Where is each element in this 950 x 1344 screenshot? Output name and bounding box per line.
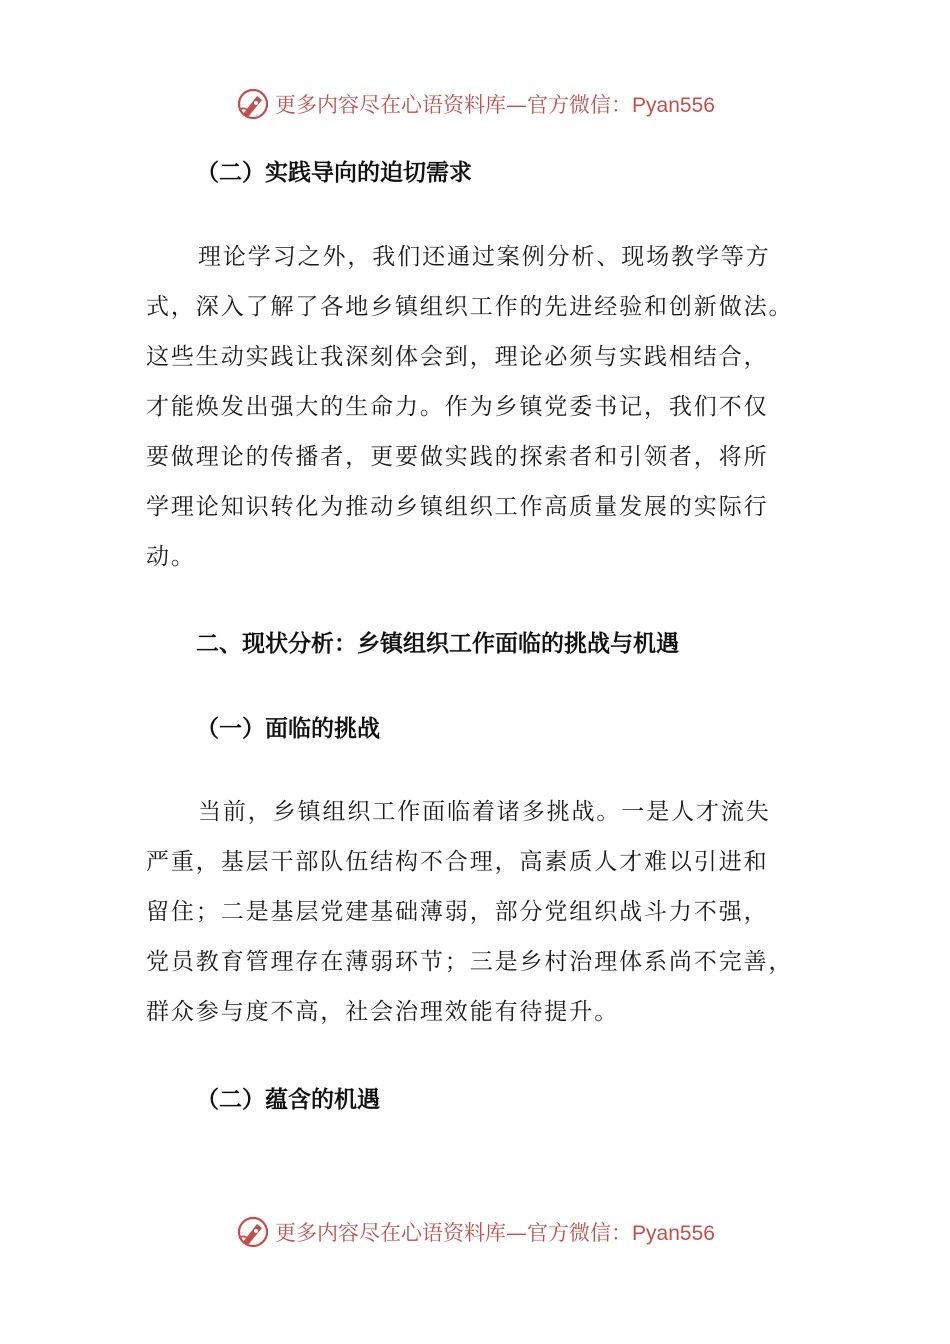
watermark-wechat-id: Pyan556 [632, 1222, 715, 1245]
paragraph-line: 要做理论的传播者，更要做实践的探索者和引领者，将所 [146, 444, 769, 470]
watermark-text [275, 89, 715, 119]
paragraph-line: 留住；二是基层党建基础薄弱，部分党组织战斗力不强， [146, 899, 769, 925]
watermark-banner-bottom [0, 1212, 950, 1252]
watermark-separator: — [506, 93, 528, 117]
paragraph-line: 式，深入了解了各地乡镇组织工作的先进经验和创新做法。 [146, 294, 794, 320]
paragraph-line: 学理论知识转化为推动乡镇组织工作高质量发展的实际行 [146, 494, 769, 520]
paragraph-challenges [146, 787, 806, 1037]
heading-practice-needs: （二）实践导向的迫切需求 [196, 160, 472, 186]
watermark-wechat-label: 官方微信： [527, 1221, 633, 1245]
paragraph-practice [146, 232, 806, 582]
paragraph-line: 理论学习之外，我们还通过案例分析、现场教学等方 [198, 244, 771, 270]
paragraph-line: 才能焕发出强大的生命力。作为乡镇党委书记，我们不仅 [146, 394, 769, 420]
watermark-banner-top [0, 84, 950, 124]
heading-status-analysis: 二、现状分析：乡镇组织工作面临的挑战与机遇 [196, 631, 679, 657]
pen-nib-logo-icon [235, 1214, 271, 1250]
watermark-separator: — [506, 1221, 528, 1245]
watermark-text [275, 1217, 715, 1247]
watermark-site: 更多内容尽在心语资料库 [275, 93, 507, 117]
pen-nib-logo-icon [235, 86, 271, 122]
watermark-wechat-label: 官方微信： [527, 93, 633, 117]
paragraph-line: 严重，基层干部队伍结构不合理，高素质人才难以引进和 [146, 849, 769, 875]
paragraph-line: 群众参与度不高，社会治理效能有待提升。 [146, 999, 620, 1025]
paragraph-line: 党员教育管理存在薄弱环节；三是乡村治理体系尚不完善， [146, 949, 794, 975]
watermark-site: 更多内容尽在心语资料库 [275, 1221, 507, 1245]
paragraph-line: 当前，乡镇组织工作面临着诸多挑战。一是人才流失 [198, 799, 771, 825]
heading-opportunities: （二）蕴含的机遇 [196, 1087, 380, 1113]
watermark-wechat-id: Pyan556 [632, 94, 715, 117]
paragraph-line: 动。 [146, 544, 196, 570]
heading-challenges: （一）面临的挑战 [196, 716, 380, 742]
paragraph-line: 这些生动实践让我深刻体会到，理论必须与实践相结合， [146, 344, 769, 370]
